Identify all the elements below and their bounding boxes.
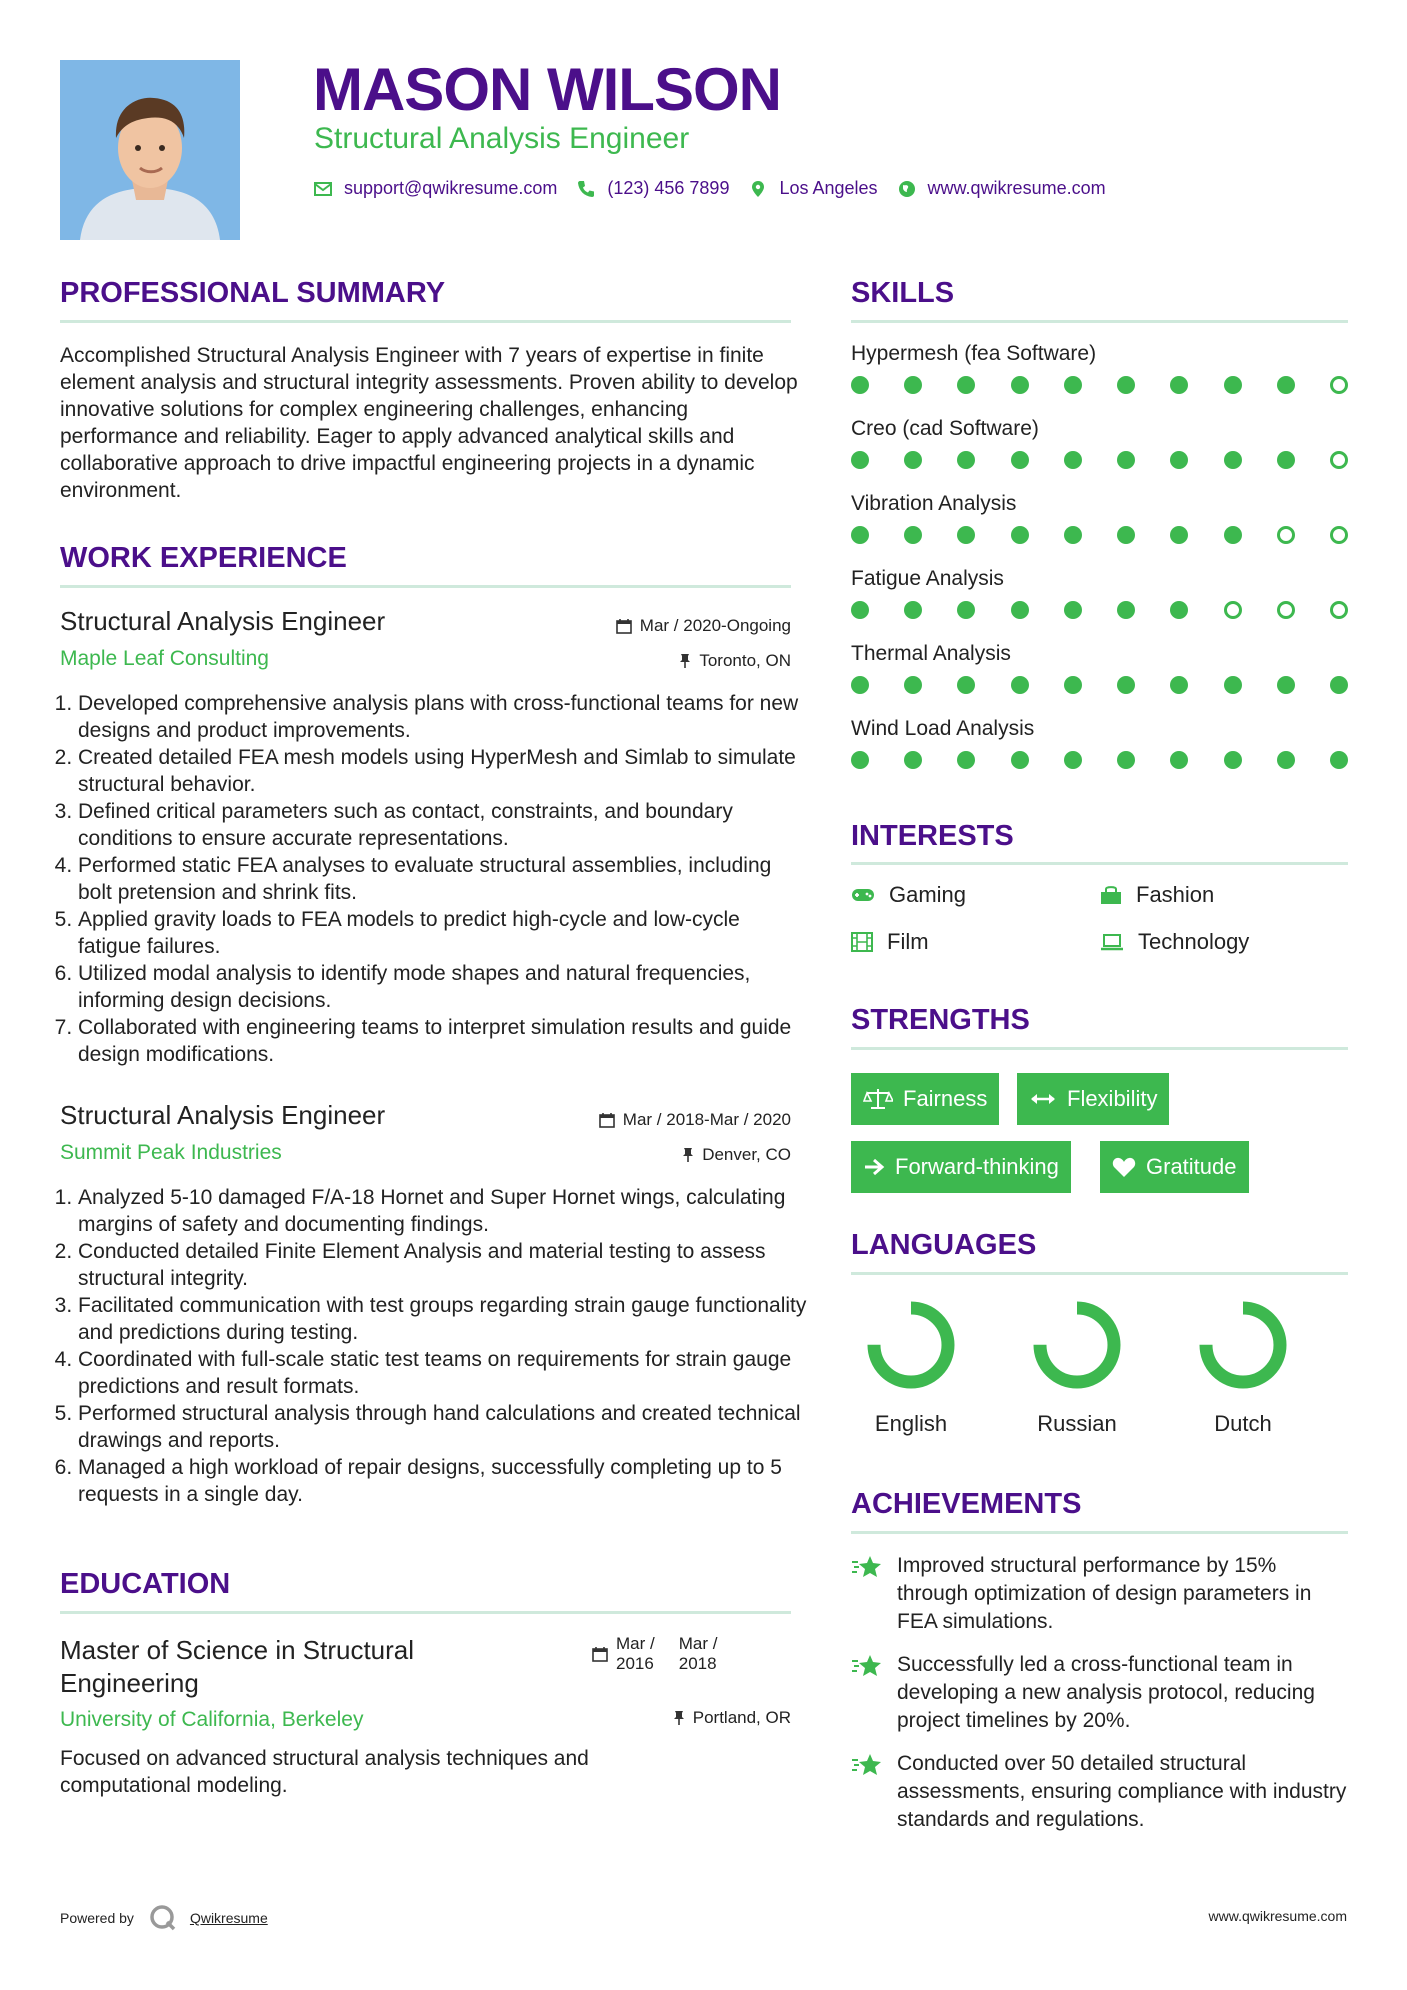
education-location <box>673 1708 791 1728</box>
rating-dot-filled <box>1064 376 1082 394</box>
degree-line: Engineering <box>60 1668 199 1698</box>
skill-name: Hypermesh (fea Software) <box>851 342 1097 365</box>
achievement-item <box>851 1552 1348 1636</box>
rating-dot-empty <box>1330 451 1348 469</box>
qwikresume-logo-icon <box>148 1903 178 1933</box>
work-divider <box>60 585 791 588</box>
rating-dot-filled <box>1117 376 1135 394</box>
skill-name: Vibration Analysis <box>851 492 1017 515</box>
language-label: English <box>874 1411 948 1436</box>
education-dates <box>592 1634 717 1674</box>
education-location-text: Portland, OR <box>692 1708 791 1727</box>
language-label: Russian <box>1037 1411 1117 1436</box>
achievements-divider <box>851 1531 1348 1534</box>
rating-dot-filled <box>1277 451 1295 469</box>
achievement-text: Conducted over 50 detailed structural assessments, ensuring compliance with industry standards and regulations. <box>897 1752 1347 1831</box>
interest-gaming <box>851 882 966 908</box>
list-item: 5. Performed structural analysis through hand calculations and created technical drawings and reports. <box>78 1400 808 1454</box>
list-item: 5. Applied gravity loads to FEA models to predict high-cycle and low-cycle fatigue failures. <box>78 906 808 960</box>
skill-rating <box>851 451 1348 469</box>
interest-technology <box>1100 929 1249 955</box>
skills-heading: SKILLS <box>851 277 955 309</box>
languages-list <box>851 1298 1348 1448</box>
skill-name: Creo (cad Software) <box>851 417 1039 440</box>
strengths-divider <box>851 1047 1348 1050</box>
interest-label: Technology <box>1138 929 1250 954</box>
job-company: Summit Peak Industries <box>60 1141 282 1164</box>
rating-dot-empty <box>1224 601 1242 619</box>
contact-email[interactable] <box>314 178 557 199</box>
list-item: 4. Coordinated with full-scale static test teams on requirements for strain gauge predictions and result formats. <box>78 1346 808 1400</box>
shopping-bag-icon <box>1100 885 1122 905</box>
languages-heading: LANGUAGES <box>851 1229 1037 1261</box>
arrow-right-icon <box>863 1157 885 1177</box>
contact-phone[interactable] <box>577 178 729 199</box>
powered-by-label: Powered by <box>60 1910 134 1926</box>
list-item: 6. Managed a high workload of repair designs, successfully completing up to 5 requests in a single day. <box>78 1454 808 1508</box>
rating-dot-filled <box>1170 601 1188 619</box>
degree-line: Master of Science in Structural <box>60 1635 415 1665</box>
list-item: 1. Developed comprehensive analysis plans with cross-functional teams for new designs and product improvements. <box>78 690 808 744</box>
strength-label: Gratitude <box>1146 1154 1237 1179</box>
rating-dot-filled <box>1117 526 1135 544</box>
achievement-text: Successfully led a cross-functional team in developing a new analysis protocol, reducing project timelines by 20%. <box>897 1653 1315 1732</box>
rating-dot-filled <box>957 676 975 694</box>
rating-dot-empty <box>1277 526 1295 544</box>
achievements-heading: ACHIEVEMENTS <box>851 1488 1082 1520</box>
interest-label: Gaming <box>889 882 967 907</box>
summary-heading: PROFESSIONAL SUMMARY <box>60 277 446 309</box>
strength-badge <box>851 1141 1071 1193</box>
language-item <box>851 1298 971 1437</box>
phone-icon <box>577 180 595 198</box>
strength-label: Forward-thinking <box>895 1154 1059 1179</box>
start-date <box>616 1634 655 1674</box>
job-title: Structural Analysis Engineer <box>60 606 386 636</box>
rating-dot-filled <box>1330 676 1348 694</box>
list-item: 2. Created detailed FEA mesh models using HyperMesh and Simlab to simulate structural behavior. <box>78 744 808 798</box>
skill-name: Thermal Analysis <box>851 642 1011 665</box>
end-month: Mar / <box>678 1634 718 1653</box>
rating-dot-filled <box>1064 751 1082 769</box>
star-trophy-icon <box>851 1554 883 1580</box>
rating-dot-filled <box>1170 676 1188 694</box>
strength-label: Flexibility <box>1067 1086 1158 1111</box>
list-item: 2. Conducted detailed Finite Element Analysis and material testing to assess structural integrity. <box>78 1238 808 1292</box>
summary-divider <box>60 320 791 323</box>
language-progress-arc <box>1206 1308 1280 1382</box>
footer-powered <box>60 1903 268 1933</box>
list-item: 7. Collaborated with engineering teams to interpret simulation results and guide design modifications. <box>78 1014 808 1068</box>
rating-dot-filled <box>851 526 869 544</box>
contact-website[interactable] <box>898 178 1106 199</box>
skill-name: Fatigue Analysis <box>851 567 1004 590</box>
rating-dot-filled <box>1064 601 1082 619</box>
interest-film <box>851 929 929 955</box>
skill-row <box>851 417 1348 492</box>
skill-rating <box>851 751 1348 769</box>
school-name: University of California, Berkeley <box>60 1708 364 1731</box>
rating-dot-filled <box>1117 451 1135 469</box>
arrows-horizontal-icon <box>1029 1091 1057 1107</box>
rating-dot-filled <box>1064 526 1082 544</box>
rating-dot-filled <box>1277 376 1295 394</box>
website-text: www.qwikresume.com <box>927 178 1106 198</box>
skills-divider <box>851 320 1348 323</box>
calendar-icon <box>599 1112 615 1128</box>
rating-dot-filled <box>851 601 869 619</box>
language-progress-ring <box>1017 1298 1137 1398</box>
job-location <box>679 651 791 671</box>
rating-dot-filled <box>1224 376 1242 394</box>
profile-photo <box>60 60 240 240</box>
laptop-icon <box>1100 933 1124 951</box>
rating-dot-filled <box>904 451 922 469</box>
skill-rating <box>851 526 1348 544</box>
degree-title <box>60 1634 414 1700</box>
language-label: Dutch <box>1214 1411 1272 1436</box>
interest-label: Fashion <box>1136 882 1215 907</box>
rating-dot-filled <box>1011 376 1029 394</box>
rating-dot-filled <box>1011 451 1029 469</box>
rating-dot-filled <box>1170 751 1188 769</box>
pushpin-icon <box>682 1147 694 1163</box>
end-year: 2018 <box>678 1654 717 1673</box>
skill-rating <box>851 376 1348 394</box>
candidate-title: Structural Analysis Engineer <box>314 122 690 155</box>
rating-dot-filled <box>851 376 869 394</box>
education-divider <box>60 1611 791 1614</box>
job-bullets <box>60 1184 808 1508</box>
rating-dot-filled <box>1170 526 1188 544</box>
rating-dot-filled <box>957 601 975 619</box>
email-text: support@qwikresume.com <box>344 178 558 198</box>
brand-link[interactable]: Qwikresume <box>189 1910 268 1926</box>
language-progress-ring <box>1183 1298 1303 1398</box>
language-progress-arc <box>874 1308 948 1382</box>
rating-dot-filled <box>851 451 869 469</box>
rating-dot-empty <box>1330 601 1348 619</box>
job-title: Structural Analysis Engineer <box>60 1100 386 1130</box>
skill-name: Wind Load Analysis <box>851 717 1035 740</box>
interests-divider <box>851 862 1348 865</box>
job-dates <box>599 1110 791 1130</box>
work-heading: WORK EXPERIENCE <box>60 542 347 574</box>
gamepad-icon <box>851 887 875 903</box>
job-company: Maple Leaf Consulting <box>60 647 269 670</box>
list-item: 3. Facilitated communication with test groups regarding strain gauge functionality and predictions during testing. <box>78 1292 808 1346</box>
skill-row <box>851 642 1348 717</box>
strength-badge <box>851 1073 999 1125</box>
rating-dot-filled <box>904 676 922 694</box>
rating-dot-filled <box>1277 751 1295 769</box>
envelope-icon <box>314 180 332 198</box>
location-text: Los Angeles <box>779 178 878 198</box>
rating-dot-filled <box>1170 451 1188 469</box>
job-location-text: Denver, CO <box>702 1145 791 1164</box>
rating-dot-filled <box>851 676 869 694</box>
footer-url[interactable]: www.qwikresume.com <box>1208 1908 1347 1924</box>
list-item: 1. Analyzed 5-10 damaged F/A-18 Hornet and Super Hornet wings, calculating margins of safety and documenting findings. <box>78 1184 808 1238</box>
calendar-icon <box>616 618 632 634</box>
phone-text: (123) 456 7899 <box>607 178 730 198</box>
globe-icon <box>898 180 916 198</box>
rating-dot-filled <box>1330 751 1348 769</box>
skill-rating <box>851 601 1348 619</box>
rating-dot-filled <box>957 451 975 469</box>
rating-dot-filled <box>1011 601 1029 619</box>
strength-badge <box>1100 1141 1249 1193</box>
rating-dot-filled <box>957 376 975 394</box>
rating-dot-filled <box>1011 676 1029 694</box>
rating-dot-filled <box>1170 376 1188 394</box>
language-progress-arc <box>1040 1308 1114 1382</box>
achievement-item <box>851 1651 1348 1735</box>
balance-scale-icon <box>863 1087 893 1111</box>
education-heading: EDUCATION <box>60 1568 231 1600</box>
rating-dot-empty <box>1330 376 1348 394</box>
job-dates-text: Mar / 2018-Mar / 2020 <box>622 1110 791 1129</box>
list-item: 4. Performed static FEA analyses to evaluate structural assemblies, including bolt pretension and shrink fits. <box>78 852 808 906</box>
rating-dot-empty <box>1330 526 1348 544</box>
job-location <box>682 1145 791 1165</box>
interest-label: Film <box>887 929 929 954</box>
start-month: Mar / <box>616 1634 655 1653</box>
pushpin-icon <box>679 653 691 669</box>
rating-dot-filled <box>904 376 922 394</box>
achievements-list <box>851 1552 1348 1834</box>
rating-dot-filled <box>904 751 922 769</box>
calendar-icon <box>592 1646 608 1662</box>
star-trophy-icon <box>851 1752 883 1778</box>
rating-dot-filled <box>904 526 922 544</box>
heart-icon <box>1112 1156 1136 1178</box>
skill-row <box>851 567 1348 642</box>
education-description: Focused on advanced structural analysis techniques and computational modeling. <box>60 1747 589 1797</box>
rating-dot-filled <box>957 526 975 544</box>
rating-dot-empty <box>1277 601 1295 619</box>
map-pin-icon <box>749 180 767 198</box>
rating-dot-filled <box>1117 601 1135 619</box>
rating-dot-filled <box>1011 526 1029 544</box>
language-item <box>1183 1298 1303 1437</box>
skills-list <box>851 342 1348 792</box>
rating-dot-filled <box>851 751 869 769</box>
film-icon <box>851 932 873 952</box>
skill-row <box>851 492 1348 567</box>
achievement-item <box>851 1750 1348 1834</box>
rating-dot-filled <box>1277 676 1295 694</box>
end-date <box>679 1634 718 1674</box>
interest-fashion <box>1100 882 1214 908</box>
candidate-name: MASON WILSON <box>313 56 781 123</box>
contact-location <box>749 178 877 199</box>
star-trophy-icon <box>851 1653 883 1679</box>
summary-text: Accomplished Structural Analysis Engineer with 7 years of expertise in finite element analysis and structural integrity assessments. Proven ability to develop innovative solutions for complex engineering challenges, enhancing performance and reliability. Eager to apply advanced analytical skills and collaborative approach to drive impactful engineering projects in a dynamic environment. <box>60 344 798 502</box>
job-dates <box>616 616 791 636</box>
list-item: 3. Defined critical parameters such as contact, constraints, and boundary conditions to ensure accurate representations. <box>78 798 808 852</box>
strengths-heading: STRENGTHS <box>851 1004 1030 1036</box>
rating-dot-filled <box>1064 451 1082 469</box>
list-item: 6. Utilized modal analysis to identify mode shapes and natural frequencies, informing design decisions. <box>78 960 808 1014</box>
rating-dot-filled <box>1224 451 1242 469</box>
rating-dot-filled <box>1011 751 1029 769</box>
job-location-text: Toronto, ON <box>699 651 791 670</box>
language-item <box>1017 1298 1137 1437</box>
languages-divider <box>851 1272 1348 1275</box>
achievement-text: Improved structural performance by 15% through optimization of design parameters in FEA simulations. <box>897 1554 1312 1633</box>
rating-dot-filled <box>1117 676 1135 694</box>
avatar <box>60 60 240 240</box>
skill-rating <box>851 676 1348 694</box>
strength-badge <box>1017 1073 1169 1125</box>
skill-row <box>851 342 1348 417</box>
rating-dot-filled <box>904 601 922 619</box>
language-progress-ring <box>851 1298 971 1398</box>
rating-dot-filled <box>1064 676 1082 694</box>
job-bullets <box>60 690 808 1068</box>
pushpin-icon <box>673 1710 685 1726</box>
job-dates-text: Mar / 2020-Ongoing <box>639 616 791 635</box>
rating-dot-filled <box>1117 751 1135 769</box>
interests-heading: INTERESTS <box>851 820 1014 852</box>
rating-dot-filled <box>957 751 975 769</box>
contact-bar <box>314 178 1126 199</box>
rating-dot-filled <box>1224 751 1242 769</box>
skill-row <box>851 717 1348 792</box>
rating-dot-filled <box>1224 676 1242 694</box>
start-year: 2016 <box>616 1654 654 1673</box>
strength-label: Fairness <box>903 1086 988 1111</box>
rating-dot-filled <box>1224 526 1242 544</box>
